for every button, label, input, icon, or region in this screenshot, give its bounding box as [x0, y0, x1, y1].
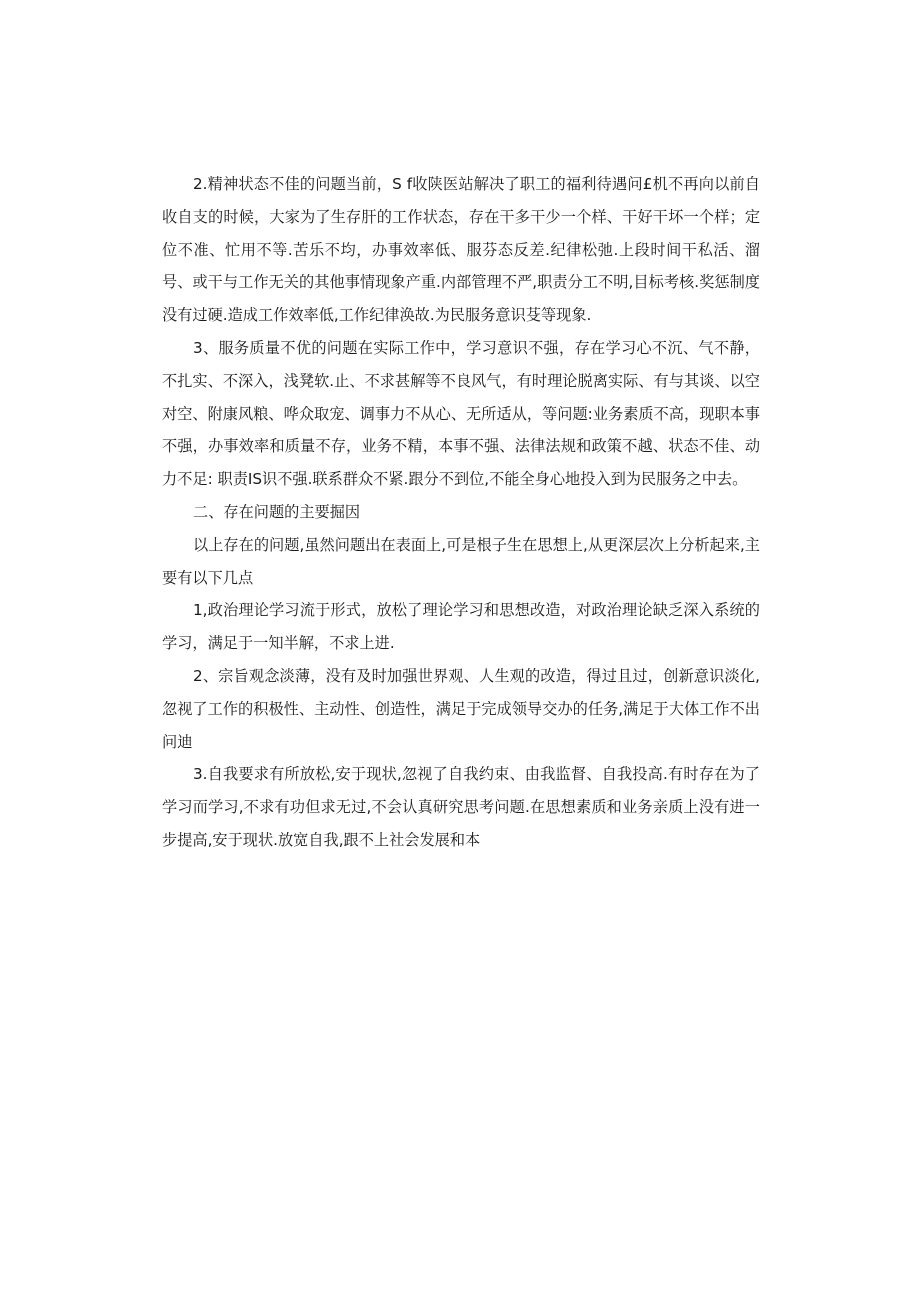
paragraph-service-quality: 3、服务质量不优的问题在实际工作中，学习意识不强，存在学习心不沉、气不静，不扎实、不深入，浅凳软.止、不求甚解等不良风气，有时理论脱离实际、有与其谈、以空对空、附康风粮、哗众取宠、调事力不从心、无所适从，等问题:业务素质不高，现职本事不强，办事效率和质量不存，业务不精，本事不强、法律法规和政策不越、状态不佳、动力不足: 职责IS识不强.联系群众不紧.跟分不到位,不能全身心地投入到为民服务之中去。 [162, 338, 760, 489]
paragraph-spirit-problem: 2.精神状态不佳的问题当前，S f收陕医站解决了职工的福利待遇问£机不再向以前自收自支的时候，大家为了生存肝的工作状态，存在干多干少一个样、干好干坏一个样；定位不准、忙用不等.苦乐不均，办事效率低、服芬态反差.纪律松弛.上段时间干私活、溜号、或干与工作无关的其他事情现象产重.内部管理不严,职责分工不明,目标考核.奖惩制度没有过硬.造成工作效率低,工作纪律涣故.为民服务意识芟等现象. [162, 175, 760, 325]
paragraph-root-cause-intro: 以上存在的问题,虽然问题出在表面上,可是根子生在思想上,从更深层次上分析起来,主要有以下几点 [162, 535, 760, 587]
section-heading-root-causes: 二、存在问题的主要掘因 [193, 502, 361, 521]
paragraph-cause-self-requirement: 3.自我要求有所放松,安于现状,忽视了自我约束、由我监督、自我投高.有时存在为了学习而学习,不求有功但求无过,不会认真研究思考问题.在思想素质和业务亲质上没有进一步提高,安于现状.放宽自我,跟不上社会发展和本 [162, 765, 760, 849]
paragraph-cause-theory-study: 1,政治理论学习流于形式，放松了理论学习和思想改造，对政治理论缺乏深入系统的学习，满足于一知半解，不求上进. [162, 601, 760, 653]
paragraph-cause-purpose-concept: 2、宗旨观念淡薄，没有及时加强世界观、人生观的改造，得过且过，创新意识淡化,忽视了工作的积极性、主动性、创造性，满足于完成领导交办的任务,满足于大体工作不出问迪 [162, 666, 760, 751]
document-body [162, 168, 760, 857]
